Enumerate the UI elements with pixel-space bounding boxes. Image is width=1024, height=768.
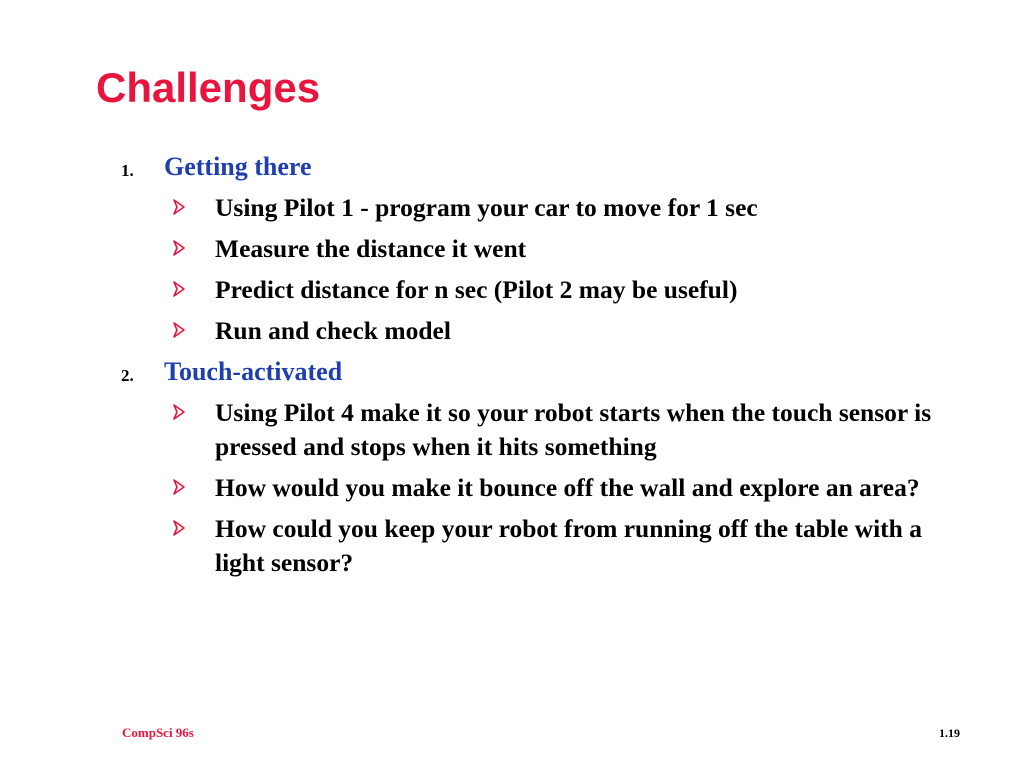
footer-course-label: CompSci 96s (122, 725, 194, 740)
bullet-text: Using Pilot 4 make it so your robot starts when the touch sensor is pressed and stops when it hits something (215, 398, 932, 461)
section-touch-activated (0, 355, 1024, 587)
chevron-arrow-right-icon (172, 280, 186, 298)
footer-slide-number: 1.19 (939, 726, 960, 740)
bullet-text: Run and check model (215, 316, 451, 345)
bullet-text: How would you make it bounce off the wall and explore an area? (215, 473, 920, 502)
bullet-item (0, 471, 1024, 512)
bullet-text: Measure the distance it went (215, 234, 527, 263)
bullet-item (0, 273, 1024, 314)
section-number: 1. (121, 161, 134, 180)
bullet-item (0, 232, 1024, 273)
bullet-text: Predict distance for n sec (Pilot 2 may be useful) (215, 275, 738, 304)
bullet-item (0, 314, 1024, 355)
section-header (0, 355, 1024, 396)
bullet-text: How could you keep your robot from running off the table with a light sensor? (215, 514, 922, 577)
bullet-item (0, 512, 1024, 587)
section-heading: Touch-activated (164, 357, 343, 386)
slide-content (0, 150, 1024, 587)
bullet-item (0, 191, 1024, 232)
section-heading: Getting there (164, 152, 312, 181)
section-header (0, 150, 1024, 191)
chevron-arrow-right-icon (172, 321, 186, 339)
chevron-arrow-right-icon (172, 403, 186, 421)
bullet-item (0, 396, 1024, 471)
bullet-text: Using Pilot 1 - program your car to move for 1 sec (215, 193, 758, 222)
slide-title: Challenges (96, 64, 321, 111)
chevron-arrow-right-icon (172, 239, 186, 257)
chevron-arrow-right-icon (172, 519, 186, 537)
chevron-arrow-right-icon (172, 478, 186, 496)
section-number: 2. (121, 366, 134, 385)
chevron-arrow-right-icon (172, 198, 186, 216)
section-getting-there (0, 150, 1024, 355)
